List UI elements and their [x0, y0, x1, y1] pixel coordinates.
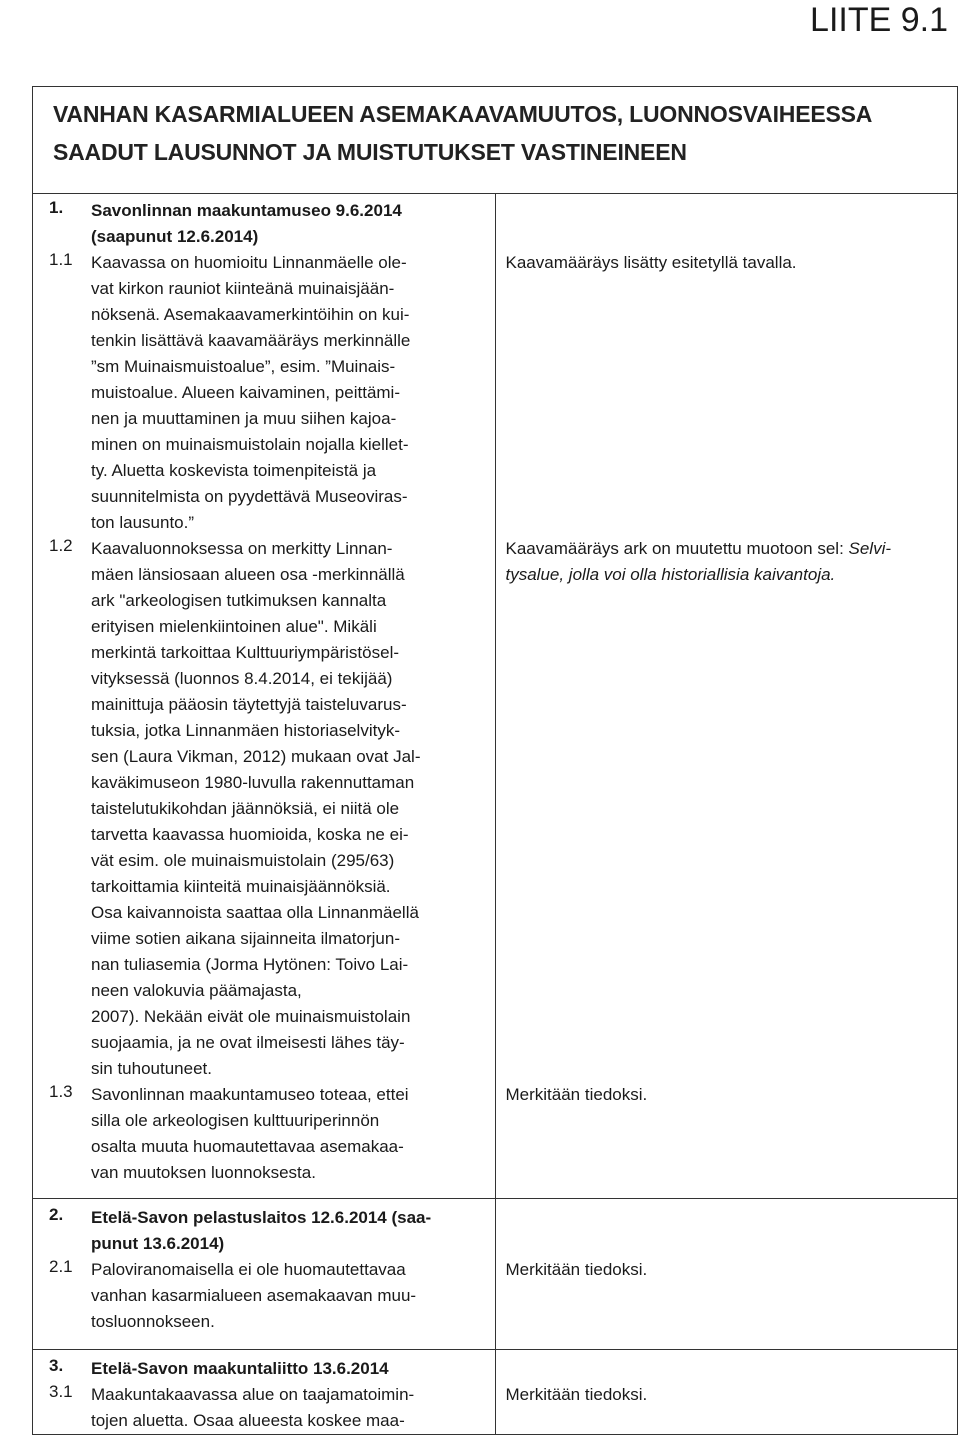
text-line: Paloviranomaisella ei ole huomautettavaa [91, 1260, 406, 1279]
section-heading [33, 1205, 495, 1257]
text-line: Maakuntakaavassa alue on taajamatoimin- [91, 1385, 415, 1404]
section-row-3 [33, 1350, 958, 1435]
response-1-3 [506, 1082, 954, 1108]
response-prefix: Kaavamääräys ark on muutettu muotoon sel: [505, 539, 849, 558]
text-line: sin tuhoutuneet. [91, 1059, 212, 1078]
response-1-1 [506, 250, 954, 276]
item-1-1 [33, 250, 495, 536]
response-cell [495, 1199, 958, 1350]
statement-cell [33, 194, 496, 1199]
item-number: 1.1 [49, 250, 73, 269]
text-line: Osa kaivannoista saattaa olla Linnanmäellä [91, 903, 419, 922]
text-line: tosluonnokseen. [91, 1312, 215, 1331]
text-line: silla ole arkeologisen kulttuuriperinnön [91, 1111, 380, 1130]
response-line: Merkitään tiedoksi. [505, 1260, 648, 1279]
section-heading [33, 1356, 495, 1382]
text-line: tojen aluetta. Osaa alueesta koskee maa- [91, 1411, 405, 1430]
text-line: osalta muuta huomautettavaa asemakaa- [91, 1137, 404, 1156]
item-3-1 [33, 1382, 495, 1434]
text-line: taistelutukikohdan jäännöksiä, ei niitä ole [91, 799, 400, 818]
response-cell [495, 1350, 958, 1435]
response-3-1 [506, 1382, 954, 1408]
document-title [53, 95, 957, 171]
text-line: vityksessä (luonnos 8.4.2014, ei tekijää) [91, 669, 393, 688]
heading-line: Etelä-Savon maakuntaliitto 13.6.2014 [91, 1359, 389, 1378]
statement-cell [33, 1199, 496, 1350]
text-line: muistoalue. Alueen kaivaminen, peittämi- [91, 383, 400, 402]
section-heading-text [91, 1356, 489, 1382]
title-cell [33, 87, 958, 194]
text-line: nöksenä. Asemakaavamerkintöihin on kui- [91, 305, 410, 324]
text-line: ”sm Muinaismuistoalue”, esim. ”Muinais- [91, 357, 396, 376]
text-line: merkintä tarkoittaa Kulttuuriympäristösel- [91, 643, 400, 662]
statement-cell [33, 1350, 496, 1435]
item-text [91, 1257, 489, 1335]
text-line: tarkoittamia kiinteitä muinaisjäännöksiä. [91, 877, 391, 896]
section-heading [33, 198, 495, 250]
section-number: 3. [49, 1356, 64, 1375]
section-row-2 [33, 1199, 958, 1350]
item-text [91, 250, 489, 536]
appendix-label: LIITE 9.1 [810, 1, 948, 39]
document-title-line: VANHAN KASARMIALUEEN ASEMAKAAVAMUUTOS, LUONNOSVAIHEESSA [53, 101, 873, 127]
statements-table [32, 86, 958, 1435]
section-number: 2. [49, 1205, 64, 1224]
text-line: viime sotien aikana sijainneita ilmatorjun- [91, 929, 400, 948]
heading-line: Savonlinnan maakuntamuseo 9.6.2014 [91, 201, 402, 220]
section-heading-text [91, 1205, 489, 1257]
item-1-2 [33, 536, 495, 1082]
heading-line: (saapunut 12.6.2014) [91, 227, 259, 246]
heading-line: Etelä-Savon pelastuslaitos 12.6.2014 (saa- [91, 1208, 432, 1227]
text-line: tenkin lisättävä kaavamääräys merkinnälle [91, 331, 411, 350]
text-line: suojaamia, ja ne ovat ilmeisesti lähes täy- [91, 1033, 405, 1052]
text-line: mainittuja pääosin täytettyjä taisteluvarus- [91, 695, 407, 714]
response-line: Kaavamääräys lisätty esitetyllä tavalla. [505, 253, 797, 272]
response-2-1 [506, 1257, 954, 1283]
text-line: ton lausunto.” [91, 513, 195, 532]
text-line: neen valokuvia päämajasta, [91, 981, 302, 1000]
item-1-3 [33, 1082, 495, 1186]
text-line: vanhan kasarmialueen asemakaavan muu- [91, 1286, 417, 1305]
item-text [91, 1082, 489, 1186]
text-line: Kaavassa on huomioitu Linnanmäelle ole- [91, 253, 407, 272]
text-line: sen (Laura Vikman, 2012) mukaan ovat Jal- [91, 747, 421, 766]
response-italic: Selvi- [848, 539, 892, 558]
text-line: ark "arkeologisen tutkimuksen kannalta [91, 591, 387, 610]
text-line: vät esim. ole muinaismuistolain (295/63) [91, 851, 395, 870]
heading-line: punut 13.6.2014) [91, 1234, 225, 1253]
title-row [33, 87, 958, 194]
text-line: kaväkimuseon 1980-luvulla rakennuttaman [91, 773, 415, 792]
text-line: suunnitelmista on pyydettävä Museoviras- [91, 487, 408, 506]
text-line: ty. Aluetta koskevista toimenpiteistä ja [91, 461, 377, 480]
item-number: 3.1 [49, 1382, 73, 1401]
item-number: 1.2 [49, 536, 73, 555]
item-2-1 [33, 1257, 495, 1335]
response-1-2 [506, 536, 954, 588]
item-text [91, 536, 489, 1082]
text-line: tuksia, jotka Linnanmäen historiaselvityk- [91, 721, 400, 740]
item-number: 2.1 [49, 1257, 73, 1276]
text-line: erityisen mielenkiintoinen alue". Mikäli [91, 617, 377, 636]
text-line: vat kirkon rauniot kiinteänä muinaisjään- [91, 279, 395, 298]
response-cell [495, 194, 958, 1199]
text-line: minen on muinaismuistolain nojalla kiellet- [91, 435, 409, 454]
text-line: nen ja muuttaminen ja muu siihen kajoa- [91, 409, 397, 428]
document-title-line: SAADUT LAUSUNNOT JA MUISTUTUKSET VASTINEINEEN [53, 139, 687, 165]
text-line: Kaavaluonnoksessa on merkitty Linnan- [91, 539, 393, 558]
text-line: Savonlinnan maakuntamuseo toteaa, ettei [91, 1085, 409, 1104]
item-text [91, 1382, 489, 1434]
response-line: Merkitään tiedoksi. [505, 1085, 648, 1104]
response-italic: tysalue, jolla voi olla historiallisia kaivantoja. [505, 565, 836, 584]
text-line: tarvetta kaavassa huomioida, koska ne ei- [91, 825, 409, 844]
section-number: 1. [49, 198, 64, 217]
item-number: 1.3 [49, 1082, 73, 1101]
text-line: van muutoksen luonnoksesta. [91, 1163, 316, 1182]
text-line: 2007). Nekään eivät ole muinaismuistolain [91, 1007, 411, 1026]
response-line: Merkitään tiedoksi. [505, 1385, 648, 1404]
text-line: mäen länsiosaan alueen osa -merkinnällä [91, 565, 405, 584]
text-line: nan tuliasemia (Jorma Hytönen: Toivo Lai- [91, 955, 409, 974]
section-heading-text [91, 198, 489, 250]
section-row-1 [33, 194, 958, 1199]
